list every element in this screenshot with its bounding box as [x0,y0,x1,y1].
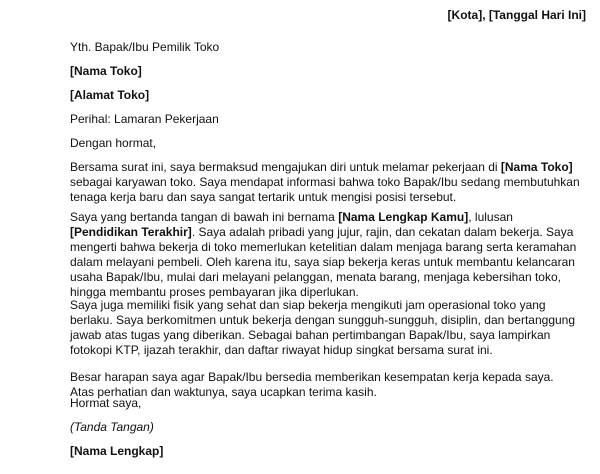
letter-subject: Perihal: Lamaran Pekerjaan [70,112,219,126]
paragraph-profile-line-3: mengerti bahwa bekerja di toko memerlukan ketelitian dalam menjaga barang serta keramahan [70,240,577,254]
closing-regards: Hormat saya, [70,396,142,410]
paragraph-profile-line-5: usaha Bapak/Ibu, mulai dari melayani pelanggan, menata barang, menjaga kebersihan toko, [70,270,561,284]
paragraph-closing-line-1: Besar harapan saya agar Bapak/Ibu bersedia memberikan kesempatan kerja kepada saya. [70,370,554,384]
paragraph-intro-line-1 [70,160,580,175]
paragraph-intro-line-3: tenaga kerja baru dan saya sangat tertarik untuk mengisi posisi tersebut. [70,190,457,204]
paragraph-intro-line-2: sebagai karyawan toko. Saya mendapat informasi bahwa toko Bapak/Ibu sedang membutuhkan [70,175,580,189]
letter-salutation: Dengan hormat, [70,136,157,150]
paragraph-commitment-line-3: jawab atas tugas yang diberikan. Sebagai bahan pertimbangan Bapak/Ibu, saya lampirkan [70,328,551,342]
placeholder-store-name: [Nama Toko] [500,160,573,174]
paragraph-commitment-line-2: berlaku. Saya berkomitmen untuk bekerja dengan sungguh-sungguh, disiplin, dan bertanggung [70,313,576,327]
placeholder-full-name: [Nama Lengkap Kamu] [338,210,469,224]
recipient-greeting: Yth. Bapak/Ibu Pemilik Toko [70,40,220,54]
paragraph-profile [70,210,576,300]
paragraph-profile-line-6: hingga membantu proses pembayaran jika diperlukan. [70,285,359,299]
paragraph-profile-text: , lulusan [468,210,513,224]
signer-full-name: [Nama Lengkap] [70,444,164,458]
paragraph-commitment [70,298,575,358]
paragraph-profile-line-2 [70,225,576,240]
recipient-store-address: [Alamat Toko] [70,88,150,102]
paragraph-profile-text: Saya yang bertanda tangan di bawah ini bernama [70,210,339,224]
paragraph-profile-line-4: dalam melayani pembeli. Oleh karena itu, saya siap bekerja keras untuk membantu kelancaran [70,255,575,269]
paragraph-profile-line-1 [70,210,576,225]
paragraph-profile-text: . Saya adalah pribadi yang jujur, rajin, dan cekatan dalam bekerja. Saya [191,225,574,239]
paragraph-commitment-line-4: fotokopi KTP, ijazah terakhir, dan daftar riwayat hidup singkat bersama surat ini. [70,343,493,357]
paragraph-closing [70,370,554,400]
paragraph-intro-text: Bersama surat ini, saya bermaksud mengajukan diri untuk melamar pekerjaan di [70,160,501,174]
recipient-store-name: [Nama Toko] [70,64,142,78]
paragraph-commitment-line-1: Saya juga memiliki fisik yang sehat dan siap bekerja mengikuti jam operasional toko yang [70,298,546,312]
signature-placeholder: (Tanda Tangan) [70,420,154,434]
paragraph-closing-line-2: Atas perhatian dan waktunya, saya ucapkan terima kasih. [70,385,377,399]
placeholder-education: [Pendidikan Terakhir] [70,225,192,239]
paragraph-intro [70,160,580,205]
letter-date: [Kota], [Tanggal Hari Ini] [447,8,586,22]
